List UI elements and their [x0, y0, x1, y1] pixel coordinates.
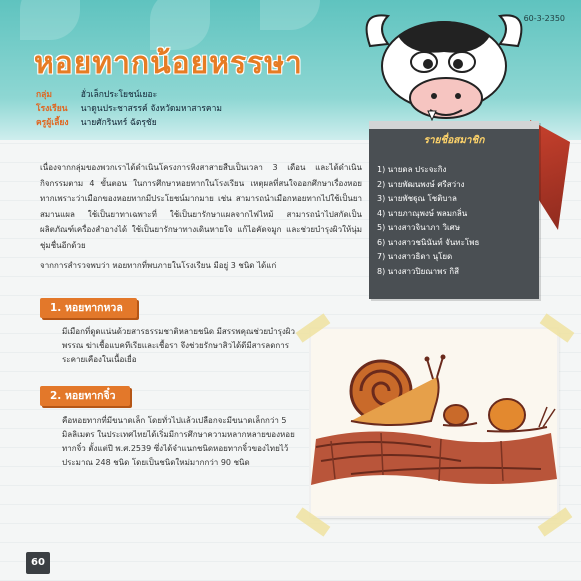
page-code: 60-3-2350	[523, 14, 565, 23]
page-number: 60	[26, 552, 50, 574]
meta-teacher-row	[36, 116, 222, 130]
section-text-1: มีเมือกที่ดูดแน่นด้วยสารธรรมชาติหลายชนิด มีสรรพคุณช่วยบำรุงผิวพรรณ ฆ่าเชื้อแบคทีเรียและเชื้อรา จึงช่วยรักษาสิวได้ดีมีสารลดการระคายเคืองในเนื้อเยื่อ	[62, 327, 295, 364]
meta-group-row	[36, 88, 222, 102]
project-meta	[36, 88, 222, 130]
section-title-1: 1. หอยทากหวล	[40, 298, 137, 318]
member-item: 2) นายพัฒนพงษ์ ศรีสว่าง	[377, 179, 465, 189]
page-title: หอยทากน้อยหรรษา	[34, 46, 303, 81]
member-item: 7) นางสาวธิดา นุโยด	[377, 252, 453, 261]
survey-summary: จากการสำรวจพบว่า หอยทากที่พบภายในโรงเรียน มีอยู่ 3 ชนิด ได้แก่	[40, 261, 277, 270]
meta-teacher-value: นายศักรินทร์ ฉัตรุชัย	[80, 118, 157, 128]
member-item: 8) นางสาวปิยณาพร กิสี	[377, 266, 460, 276]
meta-teacher-label: ครูผู้เลี้ยง	[36, 118, 69, 128]
member-item: 4) นายภาณุพงษ์ พลมกลิ่น	[377, 208, 468, 218]
meta-group-label: กลุ่ม	[36, 90, 52, 100]
section-text-2: คือหอยทากที่มีขนาดเล็ก โดยทั่วไปแล้วเปลือกจะมีขนาดเล็กกว่า 5 มิลลิเมตร ในประเทศไทยได้เริ่มมีการศึกษาความหลากหลายของหอยทากจิ๋ว ตั้งแต่ปี พ.ศ.2539 ซึ่งได้จำแนกชนิดหอยทากจิ๋วของไทยไว้ประมาณ 248 ชนิด โดยเป็นชนิดใหม่มากกว่า 90 ชนิด	[62, 416, 295, 467]
member-item: 3) นายพัชฐุณ โชติบาล	[377, 194, 457, 203]
leaf-decoration	[20, 0, 80, 40]
meta-group-value: ฮั่วเล็กประโยชน์เยอะ	[80, 90, 158, 100]
snail-drawing	[311, 329, 557, 516]
intro-paragraph: เนื่องจากกลุ่มของพวกเราได้ดำเนินโครงการหิงสาสายสืบเป็นเวลา 3 เดือน และได้ดำเนินกิจกรรมตาม 4 ขั้นตอน ในการศึกษาหอยทากในโรงเรียน เหตุผลที่สนใจออกศึกษาเรื่องหอยทากเพราะว่าเมือกของหอยทากมีประโยชน์มากมาย เช่น สามารถนำเมือกหอยทากไปใช้เป็นยาสมานแผล ใช้เป็นยาทาเฉพาะที่ ใช้เป็นยารักษาแผลจากไฟไหม้ สามารถนำไปสกัดเป็นผลิตภัณฑ์เครื่องสำอางได้ ใช้เป็นยารักษาทางเดินหายใจ แก้ไอคัดจมูก และช่วยบำรุงผิวให้นุ่มชุ่มชื่นอีกด้วย	[40, 163, 362, 250]
meta-school-row	[36, 102, 222, 116]
members-list	[377, 163, 479, 279]
meta-school-label: โรงเรียน	[36, 104, 68, 114]
meta-school-value: นาดูนประชาสรรค์ จังหวัดมหาสารคาม	[80, 104, 222, 114]
member-item: 5) นางสาวจินาภา วิเศษ	[377, 223, 461, 232]
members-heading: รายชื่อสมาชิก	[423, 135, 485, 146]
members-panel	[369, 121, 539, 299]
section-title-2: 2. หอยทากจิ๋ว	[40, 386, 130, 406]
member-item: 1) นายดล ประจะกิง	[377, 165, 447, 174]
snail-drawing-photo	[311, 329, 557, 516]
member-item: 6) นางสาวชนินันท์ จันทะโพธ	[377, 237, 480, 247]
leaf-decoration	[260, 0, 320, 30]
